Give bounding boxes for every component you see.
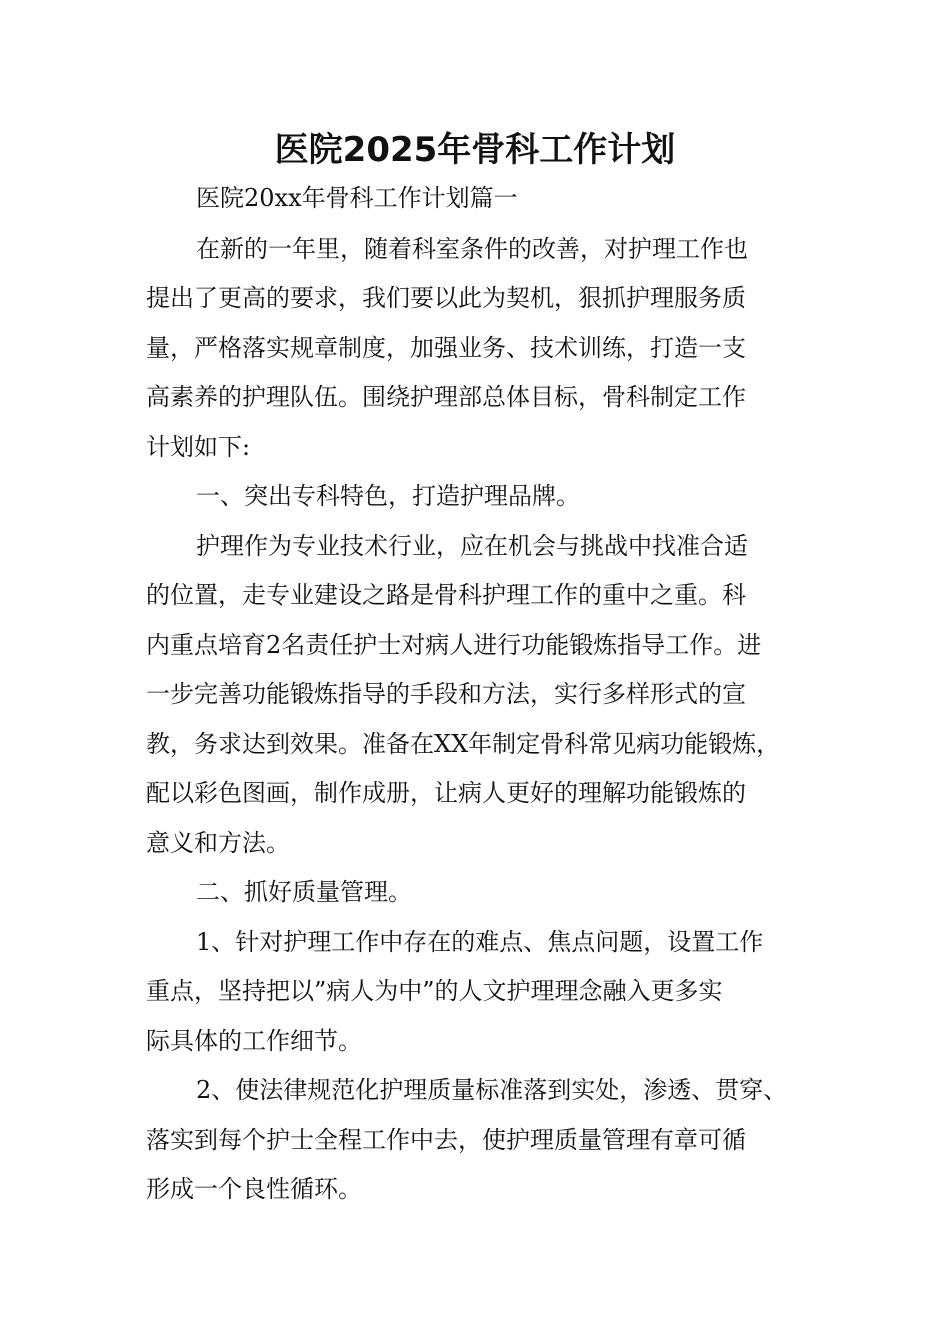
section1-line: 教，务求达到效果。准备在XX年制定骨科常见病功能锻炼， [146,730,781,758]
item1-line: 重点，坚持把以”病人为中”的人文护理理念融入更多实 [146,977,723,1005]
intro-line: 计划如下: [146,433,251,461]
section1-line: 意义和方法。 [146,829,290,857]
document-title: 医院2025年骨科工作计划 [274,130,676,170]
section1-line: 的位置，走专业建设之路是骨科护理工作的重中之重。科 [146,581,746,609]
intro-line: 在新的一年里，随着科室条件的改善，对护理工作也 [196,235,748,263]
item1-line: 际具体的工作细节。 [146,1027,362,1055]
section1-line: 一步完善功能锻炼指导的手段和方法，实行多样形式的宣 [146,680,746,708]
document-subtitle: 医院20xx年骨科工作计划篇一 [196,184,518,212]
intro-line: 量，严格落实规章制度，加强业务、技术训练，打造一支 [146,334,746,362]
item2-line: 落实到每个护士全程工作中去，使护理质量管理有章可循 [146,1126,746,1154]
item1-line: 1、针对护理工作中存在的难点、焦点问题，设置工作 [196,928,764,956]
item2-line: 形成一个良性循环。 [146,1175,362,1203]
section-heading: 二、抓好质量管理。 [196,878,412,906]
intro-line: 高素养的护理队伍。围绕护理部总体目标，骨科制定工作 [146,383,746,411]
section1-line: 护理作为专业技术行业，应在机会与挑战中找准合适 [196,532,748,560]
item2-line: 2、使法律规范化护理质量标准落到实处，渗透、贯穿、 [196,1076,788,1104]
intro-line: 提出了更高的要求，我们要以此为契机，狠抓护理服务质 [146,284,746,312]
section1-line: 内重点培育2名责任护士对病人进行功能锻炼指导工作。进 [146,631,762,659]
section1-line: 配以彩色图画，制作成册，让病人更好的理解功能锻炼的 [146,779,746,807]
section-heading: 一、突出专科特色，打造护理品牌。 [196,482,580,510]
